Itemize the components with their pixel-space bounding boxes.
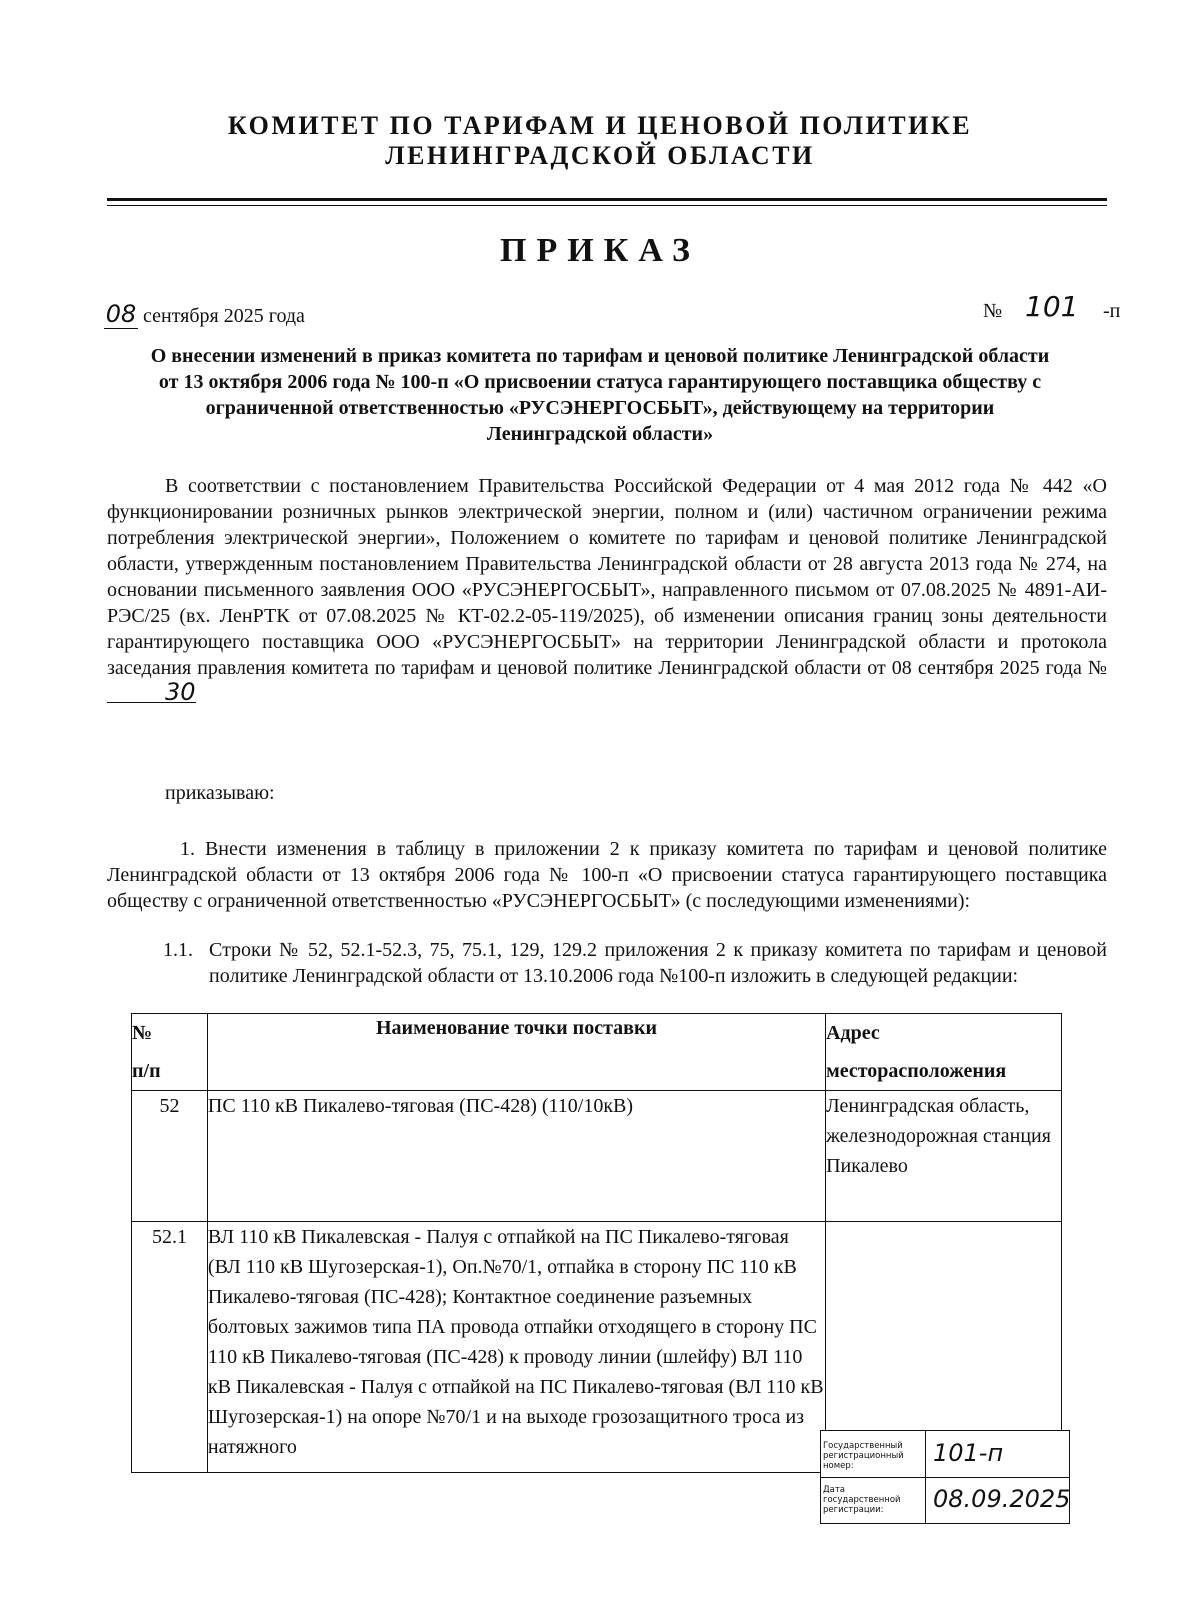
stamp-registration-date-value: 08.09.2025: [933, 1485, 1071, 1513]
header-rule-thin: [107, 205, 1107, 206]
table-header-row: [132, 1014, 1062, 1091]
preamble-text: В соответствии с постановлением Правительства Российской Федерации от 4 мая 2012 года № 442 «О функционировании розничных рынков электрической энергии, полном и (или) частичном ограничении режима потребления электрической энергии», Положением о комитете по тарифам и ценовой политике Ленинградской области, утвержденным постановлением Правительства Ленинградской области от 28 августа 2013 года № 274, на основании письменного заявления ООО «РУСЭНЕРГОСБЫТ», направленного письмом от 07.08.2025 № 4891-АИ-РЭС/25 (вх. ЛенРТК от 07.08.2025 № КТ-02.2-05-119/2025), об изменении описания границ зоны деятельности гарантирующего поставщика ООО «РУСЭНЕРГОСБЫТ» на территории Ленинградской области и протокола заседания правления комитета по тарифам и ценовой политике Ленинградской области от 08 сентября 2025 года №: [107, 475, 1107, 679]
item-1-1-paragraph: [163, 937, 1107, 989]
stamp-divider-horizontal: [821, 1477, 1069, 1478]
row-supply-point-name: ВЛ 110 кВ Пикалевская - Палуя с отпайкой на ПС Пикалево-тяговая (ВЛ 110 кВ Шугозерская-1), Оп.№70/1, отпайка в сторону ПС 110 кВ Пикалево-тяговая (ПС-428); Контактное соединение разъемных болтовых зажимов типа ПА провода отпайки отходящего в сторону ПС 110 кВ Пикалево-тяговая (ПС-428) к проводу линии (шлейфу) ВЛ 110 кВ Пикалевская - Палуя с отпайкой на ПС Пикалево-тяговая (ВЛ 110 кВ Шугозерская-1) на опоре №70/1 и на выходе грозозащитного троса из натяжного: [207, 1222, 825, 1473]
order-number-value: 101: [1025, 290, 1079, 323]
supply-points-table: [131, 1013, 1062, 1473]
header-num-line1: №: [132, 1022, 153, 1044]
order-date-day: 08: [105, 300, 137, 328]
order-date-rest: сентября 2025 года: [143, 305, 305, 327]
item-1-1-text: Строки № 52, 52.1-52.3, 75, 75.1, 129, 129.2 приложения 2 к приказу комитета по тарифам и ценовой политике Ленинградской области от 13.10.2006 года №100-п изложить в следующей редакции:: [209, 939, 1107, 987]
row-number: 52: [132, 1091, 208, 1222]
preamble-paragraph: [107, 473, 1107, 707]
order-word: приказываю:: [165, 782, 275, 804]
header-num: [132, 1014, 208, 1091]
header-rule-thick: [107, 198, 1107, 201]
document-type-title: ПРИКАЗ: [500, 232, 700, 269]
table-row: [132, 1091, 1062, 1222]
order-subject: О внесении изменений в приказ комитета по тарифам и ценовой политике Ленинградской области от 13 октября 2006 года № 100-п «О присвоении статуса гарантирующего поставщика обществу с ограниченной ответственностью «РУСЭНЕРГОСБЫТ», действующему на территории Ленинградской области»: [150, 345, 1050, 445]
stamp-registration-number-label: Государственный регистрационный номер:: [823, 1441, 904, 1471]
row-supply-point-name: ПС 110 кВ Пикалево-тяговая (ПС-428) (110/10кВ): [207, 1091, 825, 1222]
header-address-line2: месторасположения: [826, 1060, 1007, 1082]
header-num-line2: п/п: [132, 1060, 161, 1082]
order-number-sign: №: [983, 300, 1003, 322]
header-supply-point-name: Наименование точки поставки: [207, 1014, 825, 1091]
order-number-suffix: -п: [1103, 300, 1121, 322]
stamp-registration-number-value: 101-п: [933, 1439, 1004, 1467]
header-address: [826, 1014, 1062, 1091]
organization-name-line1: КОМИТЕТ ПО ТАРИФАМ И ЦЕНОВОЙ ПОЛИТИКЕ: [227, 111, 973, 140]
item-1-paragraph: 1. Внести изменения в таблицу в приложении 2 к приказу комитета по тарифам и ценовой политике Ленинградской области от 13 октября 2006 года № 100-п «О присвоении статуса гарантирующего поставщика обществу с ограниченной ответственностью «РУСЭНЕРГОСБЫТ» (с последующими изменениями):: [107, 838, 1107, 912]
registration-stamp: [820, 1430, 1070, 1524]
header-address-line1: Адрес: [826, 1022, 880, 1044]
row-number: 52.1: [132, 1222, 208, 1473]
stamp-registration-date-label: Дата государственной регистрации:: [823, 1485, 901, 1515]
order-date: [104, 300, 305, 329]
organization-name-line2: ЛЕНИНГРАДСКОЙ ОБЛАСТИ: [385, 141, 815, 170]
item-1-1-number: 1.1.: [163, 939, 193, 961]
row-address: Ленинградская область, железнодорожная станция Пикалево: [826, 1091, 1062, 1222]
protocol-number: 30: [107, 682, 196, 703]
